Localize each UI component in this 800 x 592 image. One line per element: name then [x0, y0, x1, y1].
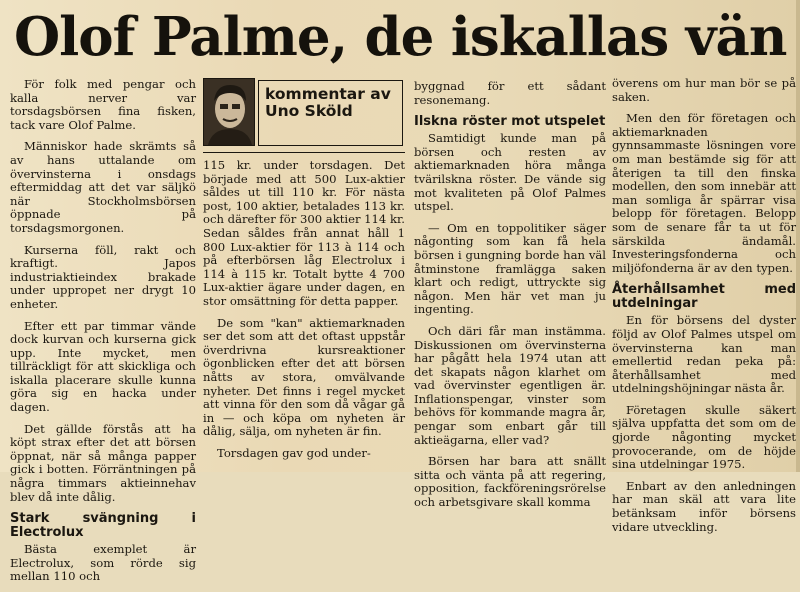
paragraph: Det gällde förstås att ha köpt strax efter det att börsen öppnat, när så många papper gick i botten. Förräntningen på några timmars aktieinnehav blev då inte dålig. — [10, 421, 196, 504]
subheading: Återhållsamhet med utdelningar — [612, 282, 796, 312]
column-2 — [203, 78, 405, 468]
paragraph: 115 kr. under torsdagen. Det började med att 500 Lux-aktier såldes ut till 110 kr. För nästa post, 100 aktier, betalades 113 kr. och därefter för 300 aktier 114 kr. Sedan såldes från annat håll 1 800 Lux-aktier för 113 à 114 och på efterbörsen låg Electrolux i 114 à 115 kr. Totalt bytte 4 700 Lux-aktier ägare under dagen, en stor omsättning för detta papper. — [203, 158, 405, 308]
paragraph: Och däri får man instämma. Diskussionen om övervinsterna har pågått hela 1974 utan att det skapats någon klarhet om vad övervinster egentligen är. Inflationspengar, vinster som behövs för kommande magra år, pengar som enbart går till aktieägarna, eller vad? — [414, 323, 606, 447]
paragraph: Men den för företagen och aktiemarknaden gynnsammaste lösningen vore om man bestämde sig för att återigen ta till den finska modellen, den som innebär att man somliga år spärrar visa belopp för företagen. Belopp som de senare får ta ut för särskilda ändamål. Investeringsfonderna och miljöfonderna är av den typen. — [612, 111, 796, 275]
paragraph: Bästa exemplet är Electrolux, som rörde sig mellan 110 och — [10, 542, 196, 584]
paragraph: De som "kan" aktiemarknaden ser det som att det oftast uppstår överdrivna kursreaktioner ögonblicken efter det att börsen nåtts av stora, omvälvande nyheter. Det finns i regel mycket att vinna för den som då vågar gå in — och köpa om nyheten är dålig, sälja, om nyheten är fin. — [203, 315, 405, 439]
paragraph: Kurserna föll, rakt och kraftigt. Japos industriaktieindex brakade under uppropet ner drygt 10 enheter. — [10, 242, 196, 311]
paragraph: Torsdagen gav god under- — [217, 445, 371, 460]
paragraph: En för börsens del dyster följd av Olof Palmes utspel om övervinsterna kan man emellertid redan peka på: återhållsamhet med utdelningshöjningar nästa år. — [612, 313, 796, 396]
paragraph: — Om en toppolitiker säger någonting som kan få hela börsen i gungning borde han väl åtminstone framlägga saken klart och redigt, uttryckte sig någon. Men här vet man ju ingenting. — [414, 220, 606, 317]
headline: Olof Palme, de iskallas vän — [14, 6, 787, 68]
paragraph: Företagen skulle säkert själva uppfatta det som om de gjorde någonting mycket provocerande, om de höjde sina utdelningar 1975. — [612, 402, 796, 472]
author-portrait — [203, 78, 255, 146]
column-1 — [10, 78, 196, 592]
byline — [258, 80, 403, 146]
paragraph: överens om hur man bör se på saken. — [612, 76, 796, 104]
byline-label: kommentar av — [265, 85, 391, 103]
portrait-photo — [204, 79, 254, 145]
page-edge — [796, 0, 800, 472]
paragraph: För folk med pengar och kalla nerver var torsdagsbörsen fina fisken, tack vare Olof Palme. — [10, 77, 196, 132]
paragraph: Börsen har bara att snällt sitta och vänta på att regering, opposition, fackföreningsrörelse och arbetsgivare skall komma — [414, 454, 606, 510]
subheading: Ilskna röster mot utspelet — [414, 114, 606, 130]
subheading: Stark svängning i Electrolux — [10, 511, 196, 541]
paragraph: Efter ett par timmar vände dock kurvan och kurserna gick upp. Inte mycket, men tillräckligt för att skickliga och iskalla placerare skulle kunna göra sig en hacka under dagen. — [10, 318, 196, 415]
column-4 — [612, 77, 796, 542]
paragraph: Samtidigt kunde man på börsen och resten av aktiemarknaden höra många tvärilskna röster. De vände sig mot kvaliteten på Olof Palmes utspel. — [414, 131, 606, 214]
paragraph: byggnad för ett sådant resonemang. — [414, 79, 606, 107]
column-3 — [414, 80, 606, 518]
paragraph: Enbart av den anledningen har man skäl att vara lite betänksam inför börsens vidare utveckling. — [612, 478, 796, 534]
paragraph: Människor hade skrämts så av hans uttalande om övervinsterna i onsdags eftermiddag att det var säljkö när Stockholmsbörsen öppnade på torsdagsmorgonen. — [10, 139, 196, 235]
byline-box — [203, 78, 405, 153]
byline-author: Uno Sköld — [265, 102, 353, 120]
